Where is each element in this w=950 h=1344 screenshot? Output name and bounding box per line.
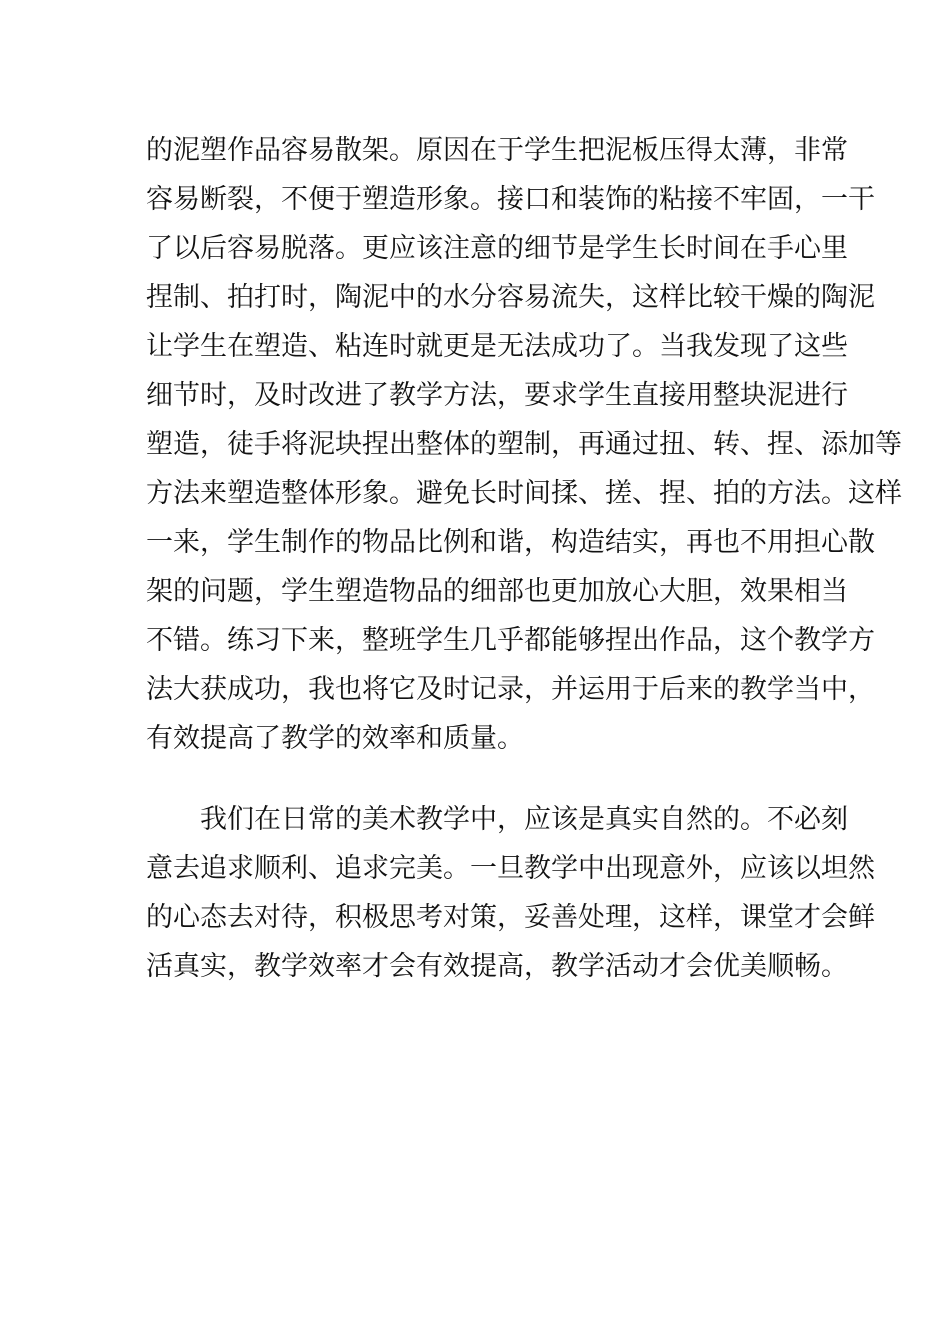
- paragraph-line: 我们在日常的美术教学中，应该是真实自然的。不必刻: [200, 804, 848, 835]
- paragraph-line: 捏制、拍打时，陶泥中的水分容易流失，这样比较干燥的陶泥: [146, 282, 875, 313]
- paragraph-line: 活真实，教学效率才会有效提高，教学活动才会优美顺畅。: [146, 951, 848, 982]
- paragraph-line: 了以后容易脱落。更应该注意的细节是学生长时间在手心里: [146, 233, 848, 264]
- paragraph-line: 法大获成功，我也将它及时记录，并运用于后来的教学当中，: [146, 674, 875, 705]
- paragraph-line: 有效提高了教学的效率和质量。: [146, 723, 524, 754]
- paragraph-line: 的心态去对待，积极思考对策，妥善处理，这样，课堂才会鲜: [146, 902, 875, 933]
- paragraph-1: [146, 126, 902, 763]
- paragraph-2: [146, 795, 875, 991]
- paragraph-line: 容易断裂，不便于塑造形象。接口和装饰的粘接不牢固，一干: [146, 184, 875, 215]
- paragraph-line: 的泥塑作品容易散架。原因在于学生把泥板压得太薄，非常: [146, 135, 848, 166]
- paragraph-line: 架的问题，学生塑造物品的细部也更加放心大胆，效果相当: [146, 576, 848, 607]
- paragraph-line: 不错。练习下来，整班学生几乎都能够捏出作品，这个教学方: [146, 625, 875, 656]
- paragraph-line: 塑造，徒手将泥块捏出整体的塑制，再通过扭、转、捏、添加等: [146, 429, 902, 460]
- paragraph-line: 方法来塑造整体形象。避免长时间揉、搓、捏、拍的方法。这样: [146, 478, 902, 509]
- paragraph-line: 让学生在塑造、粘连时就更是无法成功了。当我发现了这些: [146, 331, 848, 362]
- paragraph-line: 细节时，及时改进了教学方法，要求学生直接用整块泥进行: [146, 380, 848, 411]
- paragraph-line: 意去追求顺利、追求完美。一旦教学中出现意外，应该以坦然: [146, 853, 875, 884]
- paragraph-line: 一来，学生制作的物品比例和谐，构造结实，再也不用担心散: [146, 527, 875, 558]
